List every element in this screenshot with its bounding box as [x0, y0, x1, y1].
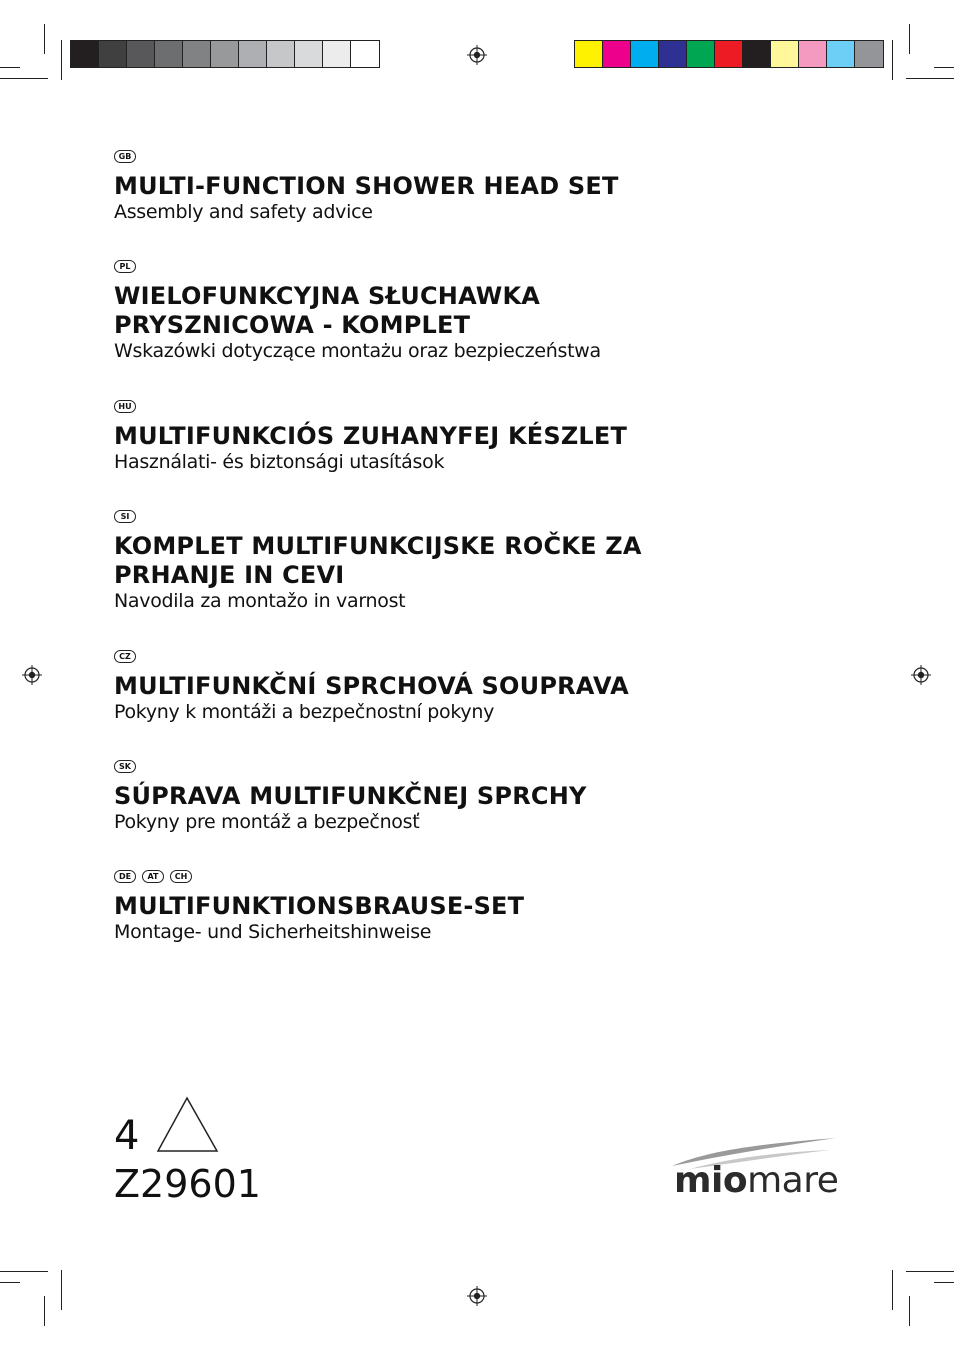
color-swatch: [603, 41, 631, 67]
product-subtitle: Montage- und Sicherheitshinweise: [114, 921, 432, 943]
color-swatch: [575, 41, 603, 67]
color-swatch: [827, 41, 855, 67]
product-subtitle: Navodila za montažo in varnost: [114, 590, 406, 612]
gray-color-bar: [70, 40, 380, 68]
crop-mark: [909, 24, 910, 54]
product-title: KOMPLET MULTIFUNKCIJSKE ROČKE ZA PRHANJE IN CEVI: [114, 532, 642, 589]
crop-mark: [0, 1282, 20, 1283]
language-section-cz: [114, 650, 734, 723]
country-code-badge: AT: [142, 870, 164, 883]
color-swatch: [183, 41, 211, 67]
color-swatch: [715, 41, 743, 67]
brand-logo: [674, 1160, 838, 1201]
color-swatch: [855, 41, 883, 67]
country-code-badge: GB: [114, 150, 136, 163]
product-title: MULTIFUNKCIÓS ZUHANYFEJ KÉSZLET: [114, 422, 628, 450]
language-section-si: [114, 510, 734, 612]
crop-mark: [906, 78, 954, 79]
crop-mark: [0, 1271, 48, 1272]
color-swatch: [71, 41, 99, 67]
color-swatch: [295, 41, 323, 67]
crop-mark: [892, 40, 893, 80]
color-swatch: [687, 41, 715, 67]
color-swatch: [323, 41, 351, 67]
color-swatch: [659, 41, 687, 67]
logo-bold-part: mio: [674, 1160, 748, 1201]
color-swatch: [211, 41, 239, 67]
country-code-badge: DE: [114, 870, 136, 883]
country-code-badge: SK: [114, 760, 136, 773]
product-title: SÚPRAVA MULTIFUNKČNEJ SPRCHY: [114, 782, 587, 810]
page-count-number: 4: [114, 1113, 140, 1159]
language-section-pl: [114, 260, 734, 362]
language-section-sk: [114, 760, 734, 833]
registration-target-icon: [911, 665, 931, 685]
crop-mark: [934, 67, 954, 68]
color-swatch: [631, 41, 659, 67]
crop-mark: [44, 24, 45, 54]
color-swatch: [351, 41, 379, 67]
country-code-badge: HU: [114, 400, 136, 413]
color-swatch: [799, 41, 827, 67]
warning-triangle-icon: [156, 1096, 220, 1154]
product-subtitle: Pokyny pre montáž a bezpečnosť: [114, 811, 420, 833]
registration-target-icon: [22, 665, 42, 685]
crop-mark: [0, 67, 20, 68]
product-subtitle: Pokyny k montáži a bezpečnostní pokyny: [114, 701, 495, 723]
color-swatch: [267, 41, 295, 67]
registration-target-icon: [467, 1286, 487, 1306]
model-number: Z29601: [114, 1162, 261, 1206]
registration-target-icon: [467, 45, 487, 65]
product-subtitle: Használati- és biztonsági utasítások: [114, 451, 445, 473]
crop-mark: [61, 1270, 62, 1310]
country-code-badge: PL: [114, 260, 136, 273]
product-title: WIELOFUNKCYJNA SŁUCHAWKA PRYSZNICOWA - KOMPLET: [114, 282, 541, 339]
color-swatch: [239, 41, 267, 67]
product-title: MULTIFUNKČNÍ SPRCHOVÁ SOUPRAVA: [114, 672, 629, 700]
product-subtitle: Assembly and safety advice: [114, 201, 373, 223]
crop-mark: [44, 1296, 45, 1326]
logo-regular-part: mare: [747, 1160, 839, 1201]
color-swatch: [743, 41, 771, 67]
color-swatch: [155, 41, 183, 67]
language-section-hu: [114, 400, 734, 473]
process-color-bar: [574, 40, 884, 68]
color-swatch: [127, 41, 155, 67]
product-title: MULTIFUNKTIONSBRAUSE-SET: [114, 892, 525, 920]
language-section-gb: [114, 150, 734, 223]
language-section-de: [114, 870, 734, 943]
crop-mark: [61, 40, 62, 80]
country-code-badge: CZ: [114, 650, 136, 663]
country-code-badge: SI: [114, 510, 136, 523]
crop-mark: [934, 1282, 954, 1283]
crop-mark: [909, 1296, 910, 1326]
color-swatch: [771, 41, 799, 67]
crop-mark: [892, 1270, 893, 1310]
crop-mark: [906, 1271, 954, 1272]
crop-mark: [0, 78, 48, 79]
product-subtitle: Wskazówki dotyczące montażu oraz bezpieczeństwa: [114, 340, 601, 362]
product-title: MULTI-FUNCTION SHOWER HEAD SET: [114, 172, 619, 200]
color-swatch: [99, 41, 127, 67]
country-code-badge: CH: [170, 870, 192, 883]
